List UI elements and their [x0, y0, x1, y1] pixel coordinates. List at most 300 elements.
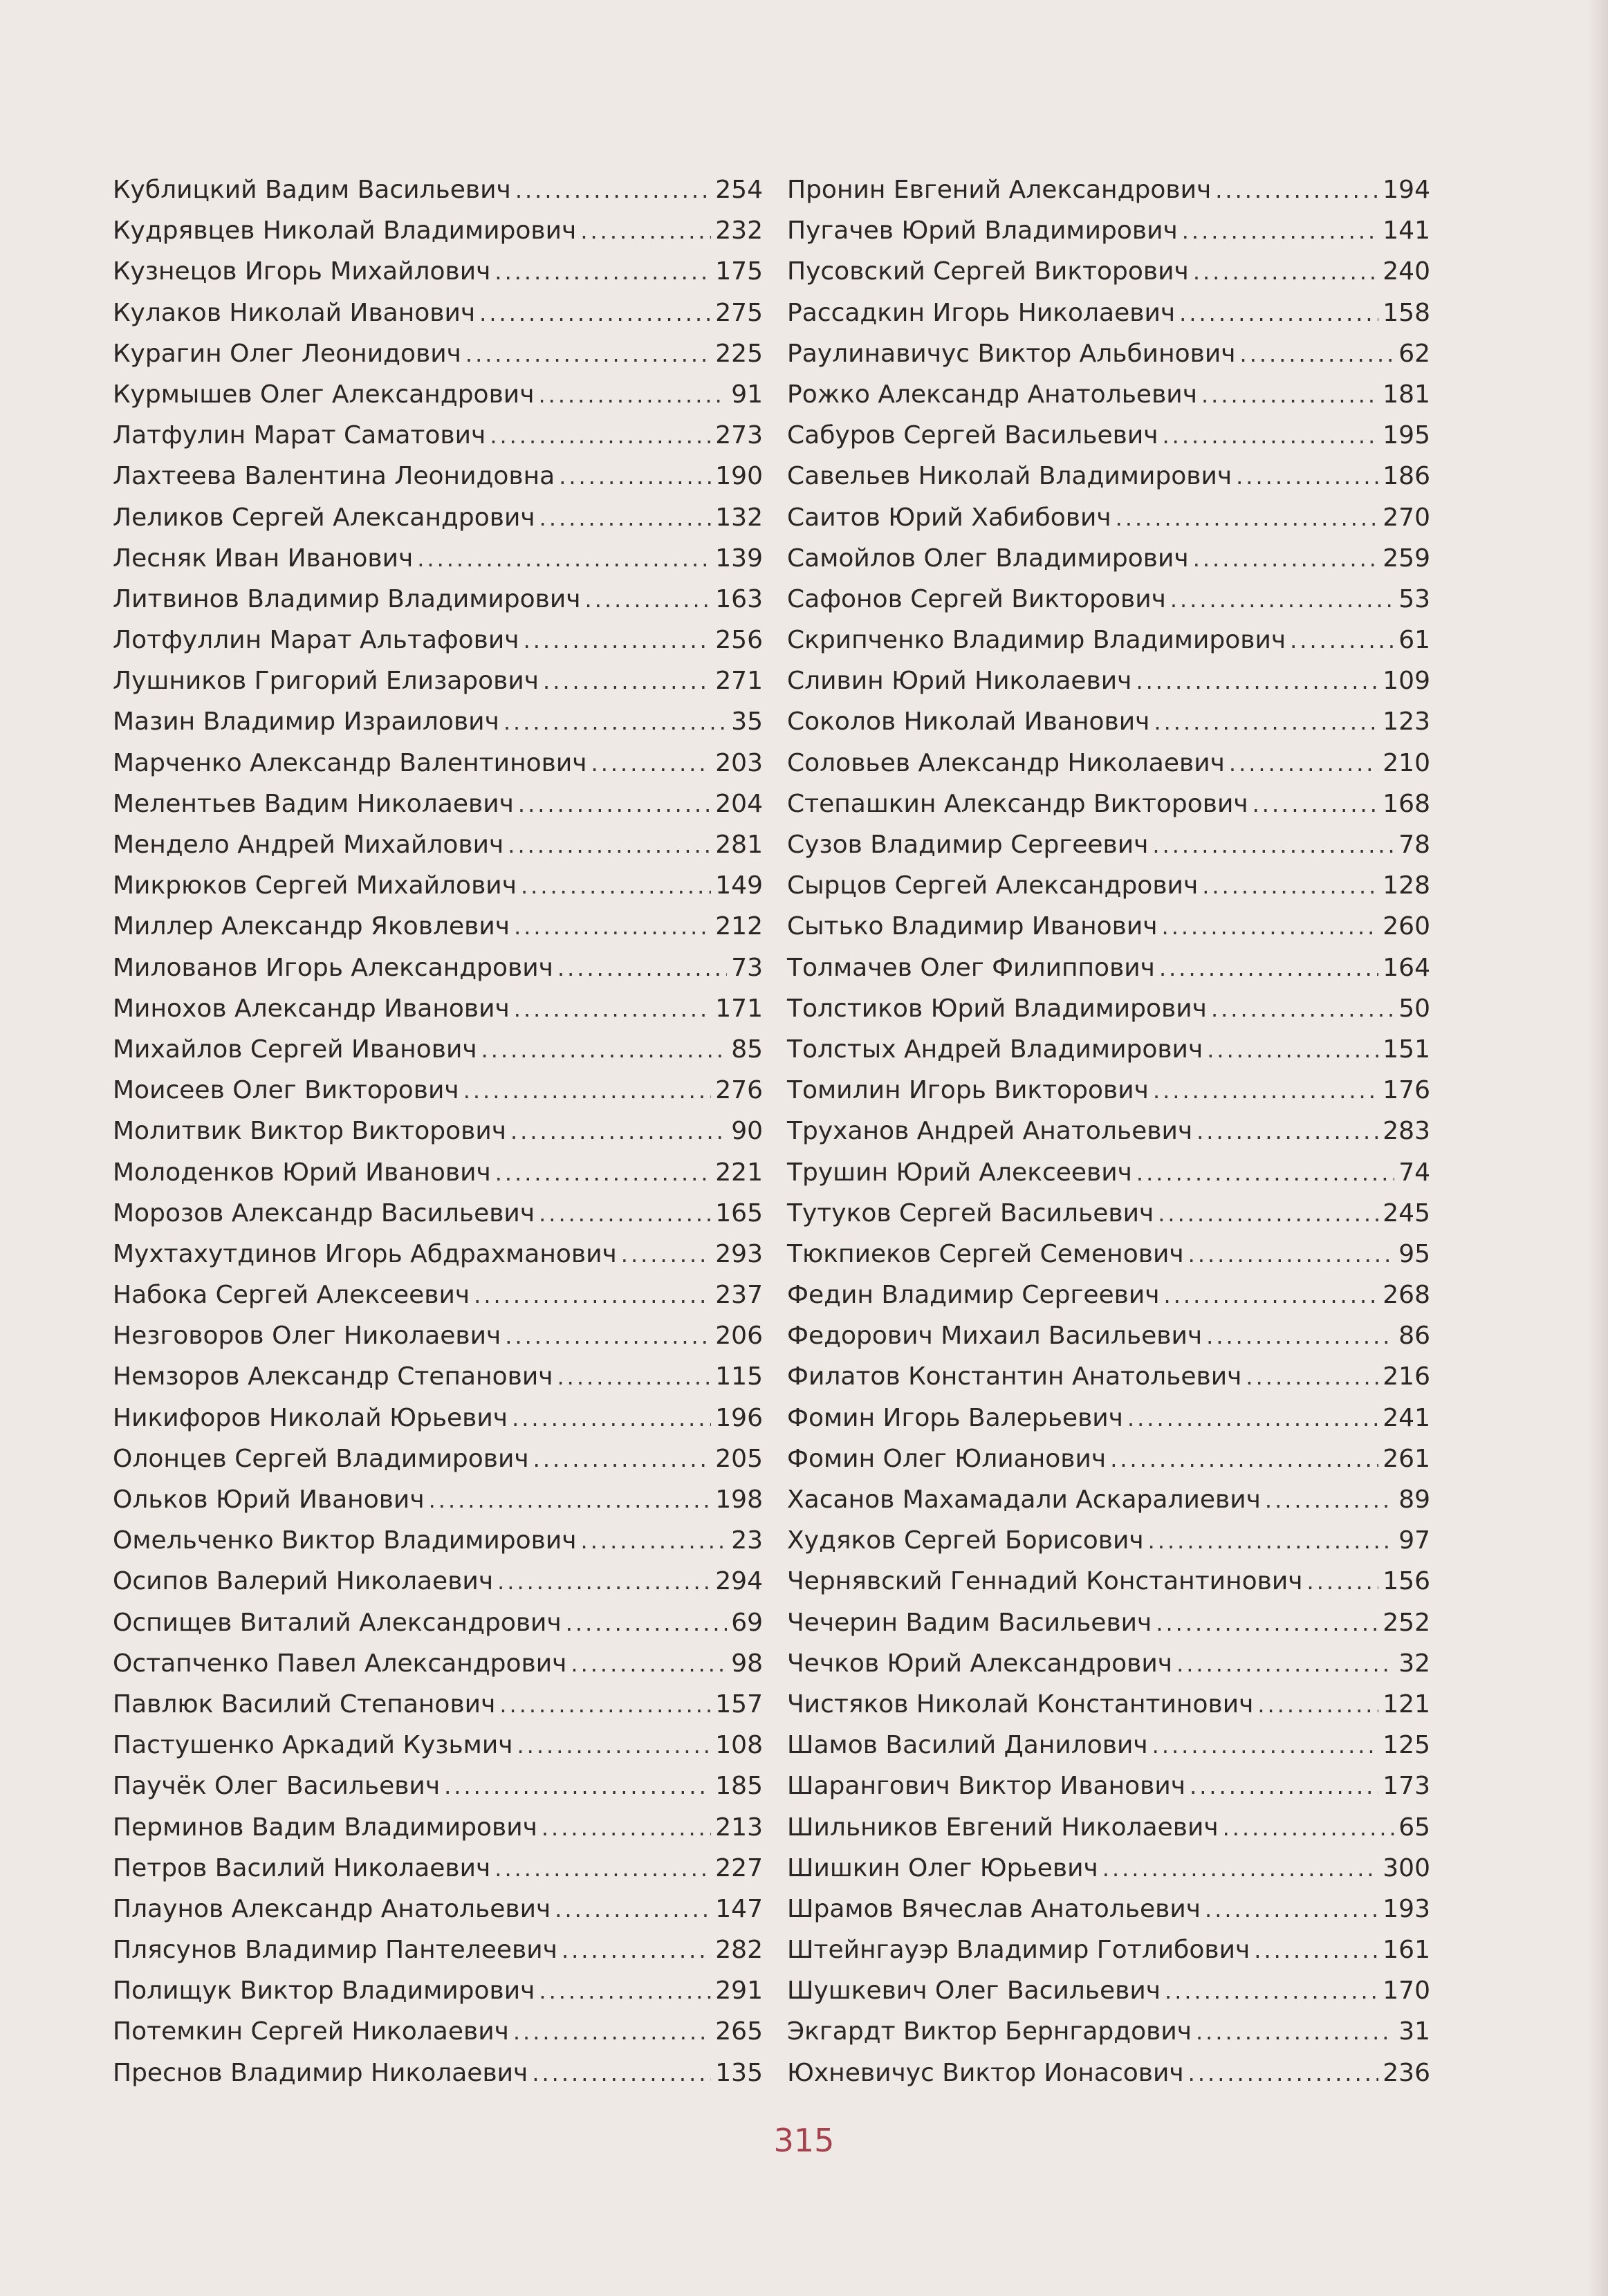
- index-entry: [787, 1520, 1430, 1561]
- dot-leader: [1158, 1194, 1378, 1234]
- index-entry: [113, 1929, 763, 1970]
- index-entry: [787, 210, 1430, 251]
- entry-page-number: 271: [715, 667, 763, 696]
- entry-page-number: 139: [715, 544, 763, 573]
- dot-leader: [1152, 1725, 1379, 1766]
- index-entry: [787, 1684, 1430, 1725]
- entry-name: Мелентьев Вадим Николаевич: [113, 789, 514, 818]
- entry-name: Пугачев Юрий Владимирович: [787, 216, 1178, 246]
- entry-page-number: 227: [715, 1853, 763, 1882]
- index-entry: [113, 1398, 763, 1438]
- index-entry: [787, 2011, 1430, 2052]
- entry-name: Литвинов Владимир Владимирович: [113, 584, 581, 613]
- entry-name: Павлюк Василий Степанович: [113, 1689, 496, 1719]
- entry-page-number: 168: [1383, 789, 1430, 818]
- dot-leader: [539, 1971, 711, 2012]
- dot-leader: [1127, 1398, 1378, 1439]
- entry-page-number: 161: [1383, 1936, 1430, 1965]
- index-entry: [787, 1725, 1430, 1766]
- entry-name: Пастушенко Аркадий Кузьмич: [113, 1731, 513, 1760]
- entry-name: Омельченко Виктор Владимирович: [113, 1526, 577, 1555]
- dot-leader: [479, 293, 711, 334]
- dot-leader: [1179, 293, 1378, 334]
- index-entry: [787, 1848, 1430, 1889]
- index-entry: [787, 865, 1430, 906]
- entry-name: Соловьев Александр Николаевич: [787, 748, 1225, 777]
- index-entry: [113, 538, 763, 579]
- entry-name: Раулинавичус Виктор Альбинович: [787, 339, 1236, 368]
- index-entry: [787, 1234, 1430, 1275]
- entry-name: Штейнгауэр Владимир Готлибович: [787, 1936, 1250, 1965]
- dot-leader: [1229, 743, 1378, 784]
- index-entry: [113, 251, 763, 292]
- entry-page-number: 128: [1383, 871, 1430, 900]
- entry-name: Рассадкин Игорь Николаевич: [787, 298, 1176, 327]
- entry-page-number: 149: [715, 871, 763, 900]
- entry-name: Олонцев Сергей Владимирович: [113, 1444, 529, 1473]
- index-entry: [113, 293, 763, 333]
- index-entry: [787, 251, 1430, 292]
- entry-page-number: 216: [1383, 1362, 1430, 1391]
- dot-leader: [557, 948, 727, 989]
- dot-leader: [543, 661, 711, 702]
- index-entry: [787, 1970, 1430, 2011]
- dot-leader: [1193, 252, 1378, 293]
- dot-leader: [1254, 1930, 1378, 1971]
- entry-name: Молоденков Юрий Иванович: [113, 1158, 491, 1187]
- entry-page-number: 256: [715, 626, 763, 655]
- entry-page-number: 121: [1383, 1689, 1430, 1719]
- entry-page-number: 241: [1383, 1403, 1430, 1432]
- index-entry: [787, 824, 1430, 865]
- entry-name: Потемкин Сергей Николаевич: [113, 2017, 509, 2046]
- entry-name: Рожко Александр Анатольевич: [787, 380, 1197, 409]
- entry-page-number: 65: [1398, 1813, 1430, 1842]
- dot-leader: [1257, 1685, 1378, 1725]
- index-entry: [113, 988, 763, 1029]
- entry-page-number: 291: [715, 1976, 763, 2006]
- entry-page-number: 175: [715, 257, 763, 286]
- entry-name: Незговоров Олег Николаевич: [113, 1322, 501, 1351]
- index-entry: [787, 1766, 1430, 1806]
- entry-name: Курмышев Олег Александрович: [113, 380, 535, 409]
- entry-name: Шушкевич Олег Васильевич: [787, 1976, 1161, 2006]
- entry-page-number: 163: [715, 584, 763, 613]
- dot-leader: [1188, 1234, 1395, 1275]
- index-entry: [787, 579, 1430, 620]
- index-entry: [113, 743, 763, 784]
- entry-page-number: 283: [1383, 1117, 1430, 1146]
- entry-page-number: 204: [715, 789, 763, 818]
- dot-leader: [1188, 2053, 1379, 2094]
- dot-leader: [1223, 1808, 1395, 1849]
- dot-leader: [621, 1234, 712, 1275]
- entry-name: Сузов Владимир Сергеевич: [787, 831, 1149, 859]
- entry-page-number: 165: [715, 1198, 763, 1228]
- entry-page-number: 109: [1383, 667, 1430, 696]
- entry-page-number: 210: [1383, 748, 1430, 777]
- dot-leader: [1136, 661, 1378, 702]
- entry-page-number: 252: [1383, 1608, 1430, 1637]
- entry-page-number: 270: [1383, 503, 1430, 532]
- entry-name: Юхневичус Виктор Ионасович: [787, 2058, 1184, 2087]
- entry-page-number: 245: [1383, 1198, 1430, 1228]
- entry-name: Шишкин Олег Юрьевич: [787, 1853, 1098, 1882]
- entry-name: Чернявский Геннадий Константинович: [787, 1567, 1303, 1596]
- entry-page-number: 132: [715, 503, 763, 532]
- dot-leader: [444, 1766, 711, 1807]
- entry-page-number: 171: [715, 994, 763, 1023]
- entry-name: Кудрявцев Николай Владимирович: [113, 216, 577, 246]
- index-entry: [113, 1848, 763, 1889]
- dot-leader: [1211, 989, 1394, 1030]
- dot-leader: [555, 1889, 711, 1930]
- dot-leader: [1307, 1562, 1379, 1602]
- dot-leader: [499, 1685, 711, 1725]
- entry-page-number: 97: [1398, 1526, 1430, 1555]
- entry-name: Филатов Константин Анатольевич: [787, 1362, 1242, 1391]
- entry-page-number: 212: [715, 912, 763, 941]
- entry-page-number: 221: [715, 1158, 763, 1187]
- index-entry: [113, 1889, 763, 1929]
- entry-page-number: 261: [1383, 1444, 1430, 1473]
- entry-page-number: 78: [1398, 831, 1430, 859]
- index-entry: [787, 1807, 1430, 1848]
- index-entry: [113, 1070, 763, 1111]
- entry-page-number: 193: [1383, 1894, 1430, 1923]
- index-entry: [113, 620, 763, 660]
- entry-name: Сабуров Сергей Васильевич: [787, 421, 1158, 450]
- entry-page-number: 32: [1398, 1649, 1430, 1678]
- entry-name: Михайлов Сергей Иванович: [113, 1035, 477, 1064]
- entry-page-number: 95: [1398, 1239, 1430, 1268]
- entry-page-number: 203: [715, 748, 763, 777]
- entry-name: Толмачев Олег Филиппович: [787, 953, 1155, 982]
- index-entry: [113, 1152, 763, 1193]
- entry-page-number: 125: [1383, 1731, 1430, 1760]
- entry-page-number: 198: [715, 1485, 763, 1514]
- dot-leader: [518, 784, 711, 825]
- entry-page-number: 190: [715, 462, 763, 491]
- index-entry: [113, 497, 763, 538]
- entry-page-number: 225: [715, 339, 763, 368]
- index-entry: [787, 1643, 1430, 1684]
- entry-name: Латфулин Марат Саматович: [113, 421, 486, 450]
- index-entry: [787, 1193, 1430, 1234]
- dot-leader: [495, 1153, 712, 1194]
- dot-leader: [481, 1030, 728, 1071]
- entry-page-number: 74: [1398, 1158, 1430, 1187]
- index-entry: [113, 1029, 763, 1070]
- index-entry: [113, 784, 763, 824]
- entry-name: Мухтахутдинов Игорь Абдрахманович: [113, 1239, 617, 1268]
- index-entry: [787, 701, 1430, 742]
- index-entry: [787, 660, 1430, 701]
- dot-leader: [497, 1562, 711, 1602]
- index-entry: [113, 1970, 763, 2011]
- index-entry: [113, 333, 763, 374]
- entry-page-number: 69: [731, 1608, 763, 1637]
- index-entry: [787, 1029, 1430, 1070]
- entry-page-number: 181: [1383, 380, 1430, 409]
- entry-name: Соколов Николай Иванович: [787, 707, 1150, 737]
- entry-page-number: 91: [731, 380, 763, 409]
- index-entry: [787, 947, 1430, 988]
- entry-page-number: 275: [715, 298, 763, 327]
- index-entry: [113, 701, 763, 742]
- entry-page-number: 293: [715, 1239, 763, 1268]
- index-entry: [113, 1684, 763, 1725]
- entry-name: Сливин Юрий Николаевич: [787, 667, 1132, 696]
- dot-leader: [1162, 416, 1378, 456]
- index-entry: [787, 1398, 1430, 1438]
- entry-page-number: 50: [1398, 994, 1430, 1023]
- entry-page-number: 31: [1398, 2017, 1430, 2046]
- dot-leader: [429, 1480, 712, 1521]
- index-entry: [787, 1479, 1430, 1520]
- index-entry: [787, 1356, 1430, 1397]
- entry-name: Степашкин Александр Викторович: [787, 789, 1248, 818]
- dot-leader: [463, 1071, 712, 1111]
- entry-name: Мазин Владимир Израилович: [113, 707, 499, 737]
- entry-name: Томилин Игорь Викторович: [787, 1076, 1149, 1105]
- entry-name: Саитов Юрий Хабибович: [787, 503, 1111, 532]
- index-entry: [787, 1929, 1430, 1970]
- index-entry: [113, 456, 763, 497]
- entry-name: Минохов Александр Иванович: [113, 994, 510, 1023]
- index-entry: [113, 1438, 763, 1479]
- entry-name: Оспищев Виталий Александрович: [113, 1608, 562, 1637]
- entry-name: Моисеев Олег Викторович: [113, 1076, 459, 1105]
- dot-leader: [514, 907, 711, 947]
- index-entry: [787, 1070, 1430, 1111]
- entry-name: Немзоров Александр Степанович: [113, 1362, 553, 1391]
- index-entry: [113, 210, 763, 251]
- entry-name: Хасанов Махамадали Аскаралиевич: [787, 1485, 1261, 1514]
- dot-leader: [513, 2012, 711, 2053]
- entry-page-number: 176: [1383, 1076, 1430, 1105]
- entry-page-number: 254: [715, 176, 763, 204]
- dot-leader: [1201, 375, 1378, 416]
- entry-name: Набока Сергей Алексеевич: [113, 1281, 470, 1310]
- index-entry: [787, 415, 1430, 456]
- index-entry: [113, 579, 763, 620]
- dot-leader: [539, 498, 712, 539]
- index-entry: [113, 824, 763, 865]
- entry-name: Никифоров Николай Юрьевич: [113, 1403, 508, 1432]
- entry-name: Чечерин Вадим Васильевич: [787, 1608, 1152, 1637]
- index-entry: [787, 1315, 1430, 1356]
- entry-name: Трушин Юрий Алексеевич: [787, 1158, 1132, 1187]
- entry-page-number: 62: [1398, 339, 1430, 368]
- dot-leader: [533, 1439, 712, 1480]
- entry-page-number: 73: [731, 953, 763, 982]
- dot-leader: [566, 1603, 727, 1644]
- entry-page-number: 236: [1383, 2058, 1430, 2087]
- index-column-left: [113, 169, 763, 2093]
- index-entry: [787, 169, 1430, 210]
- index-entry: [787, 988, 1430, 1029]
- entry-name: Пусовский Сергей Викторович: [787, 257, 1189, 286]
- index-entry: [787, 374, 1430, 415]
- index-entry: [113, 1234, 763, 1275]
- dot-leader: [510, 1111, 727, 1152]
- index-entry: [113, 1766, 763, 1806]
- dot-leader: [524, 620, 712, 661]
- entry-page-number: 185: [715, 1772, 763, 1801]
- index-entry: [787, 1275, 1430, 1315]
- entry-page-number: 173: [1383, 1772, 1430, 1801]
- entry-name: Кублицкий Вадим Васильевич: [113, 176, 511, 204]
- dot-leader: [1240, 334, 1395, 375]
- dot-leader: [1148, 1521, 1395, 1562]
- entry-name: Ольков Юрий Иванович: [113, 1485, 425, 1514]
- dot-leader: [1196, 2012, 1394, 2053]
- dot-leader: [1202, 866, 1378, 907]
- entry-name: Труханов Андрей Анатольевич: [787, 1117, 1193, 1146]
- index-entry: [113, 1602, 763, 1643]
- dot-leader: [1290, 620, 1394, 661]
- dot-leader: [495, 1849, 711, 1889]
- dot-leader: [1154, 702, 1378, 743]
- index-entry: [787, 1602, 1430, 1643]
- entry-name: Перминов Вадим Владимирович: [113, 1813, 537, 1842]
- dot-leader: [1246, 1357, 1378, 1398]
- entry-name: Петров Василий Николаевич: [113, 1853, 491, 1882]
- entry-name: Фомин Игорь Валерьевич: [787, 1403, 1123, 1432]
- entry-page-number: 53: [1398, 584, 1430, 613]
- dot-leader: [557, 1357, 712, 1398]
- dot-leader: [581, 1521, 728, 1562]
- dot-leader: [571, 1644, 727, 1685]
- dot-leader: [1182, 211, 1379, 252]
- dot-leader: [1162, 907, 1379, 947]
- index-entry: [113, 374, 763, 415]
- entry-name: Сафонов Сергей Викторович: [787, 584, 1166, 613]
- entry-page-number: 61: [1398, 626, 1430, 655]
- entry-page-number: 294: [715, 1567, 763, 1596]
- entry-page-number: 115: [715, 1362, 763, 1391]
- dot-leader: [517, 1725, 712, 1766]
- dot-leader: [465, 334, 711, 375]
- index-entry: [787, 1152, 1430, 1193]
- entry-page-number: 157: [715, 1689, 763, 1719]
- entry-page-number: 123: [1383, 707, 1430, 737]
- entry-name: Лушников Григорий Елизарович: [113, 667, 539, 696]
- index-entry: [787, 1438, 1430, 1479]
- entry-page-number: 86: [1398, 1322, 1430, 1351]
- entry-name: Шарангович Виктор Иванович: [787, 1772, 1186, 1801]
- dot-leader: [1170, 580, 1394, 620]
- entry-name: Лотфуллин Марат Альтафович: [113, 626, 519, 655]
- dot-leader: [521, 866, 711, 907]
- entry-page-number: 85: [731, 1035, 763, 1064]
- entry-name: Федорович Михаил Васильевич: [787, 1322, 1203, 1351]
- dot-leader: [490, 416, 711, 456]
- dot-leader: [539, 1194, 711, 1234]
- entry-name: Осипов Валерий Николаевич: [113, 1567, 494, 1596]
- entry-page-number: 281: [715, 831, 763, 859]
- index-entry: [113, 1111, 763, 1151]
- index-entry: [113, 1520, 763, 1561]
- dot-leader: [1156, 1603, 1378, 1644]
- dot-leader: [1153, 1071, 1378, 1111]
- entry-page-number: 282: [715, 1936, 763, 1965]
- index-entry: [113, 1356, 763, 1397]
- entry-page-number: 98: [731, 1649, 763, 1678]
- entry-name: Плясунов Владимир Пантелеевич: [113, 1936, 557, 1965]
- index-entry: [787, 1561, 1430, 1602]
- entry-page-number: 276: [715, 1076, 763, 1105]
- entry-name: Плаунов Александр Анатольевич: [113, 1894, 551, 1923]
- index-entry: [787, 333, 1430, 374]
- dot-leader: [512, 1398, 711, 1439]
- dot-leader: [562, 1930, 711, 1971]
- index-entry: [113, 947, 763, 988]
- index-entry: [113, 1561, 763, 1602]
- dot-leader: [1253, 784, 1379, 825]
- page-number: 315: [773, 2122, 835, 2159]
- entry-name: Морозов Александр Васильевич: [113, 1198, 535, 1228]
- index-entry: [113, 1479, 763, 1520]
- entry-page-number: 170: [1383, 1976, 1430, 2006]
- entry-name: Миллер Александр Яковлевич: [113, 912, 510, 941]
- index-entry: [787, 1111, 1430, 1151]
- index-entry: [787, 456, 1430, 497]
- entry-page-number: 23: [731, 1526, 763, 1555]
- index-entry: [787, 497, 1430, 538]
- entry-page-number: 205: [715, 1444, 763, 1473]
- dot-leader: [1110, 1439, 1378, 1480]
- entry-name: Фомин Олег Юлианович: [787, 1444, 1107, 1473]
- entry-page-number: 240: [1383, 257, 1430, 286]
- entry-name: Толстых Андрей Владимирович: [787, 1035, 1203, 1064]
- dot-leader: [1165, 1971, 1378, 2012]
- entry-name: Федин Владимир Сергеевич: [787, 1281, 1160, 1310]
- dot-leader: [1196, 1111, 1378, 1152]
- dot-leader: [542, 1808, 711, 1849]
- entry-name: Милованов Игорь Александрович: [113, 953, 553, 982]
- index-entry: [787, 1889, 1430, 1929]
- entry-page-number: 265: [715, 2017, 763, 2046]
- index-entry: [113, 2011, 763, 2052]
- dot-leader: [1207, 1030, 1378, 1071]
- entry-name: Кулаков Николай Иванович: [113, 298, 476, 327]
- entry-page-number: 147: [715, 1894, 763, 1923]
- entry-name: Молитвик Виктор Викторович: [113, 1117, 506, 1146]
- entry-name: Тутуков Сергей Васильевич: [787, 1198, 1154, 1228]
- entry-name: Сытько Владимир Иванович: [787, 912, 1158, 941]
- dot-leader: [495, 252, 711, 293]
- entry-page-number: 259: [1383, 544, 1430, 573]
- dot-leader: [503, 702, 727, 743]
- entry-name: Толстиков Юрий Владимирович: [787, 994, 1207, 1023]
- entry-name: Леликов Сергей Александрович: [113, 503, 535, 532]
- entry-page-number: 135: [715, 2058, 763, 2087]
- entry-name: Паучёк Олег Васильевич: [113, 1772, 441, 1801]
- entry-name: Кузнецов Игорь Михайлович: [113, 257, 491, 286]
- dot-leader: [1265, 1480, 1394, 1521]
- index-entry: [787, 743, 1430, 784]
- dot-leader: [585, 580, 712, 620]
- entry-page-number: 151: [1383, 1035, 1430, 1064]
- entry-name: Худяков Сергей Борисович: [787, 1526, 1144, 1555]
- index-entry: [113, 1193, 763, 1234]
- entry-name: Чечков Юрий Александрович: [787, 1649, 1173, 1678]
- entry-name: Остапченко Павел Александрович: [113, 1649, 567, 1678]
- dot-leader: [1206, 1316, 1394, 1357]
- dot-leader: [1176, 1644, 1394, 1685]
